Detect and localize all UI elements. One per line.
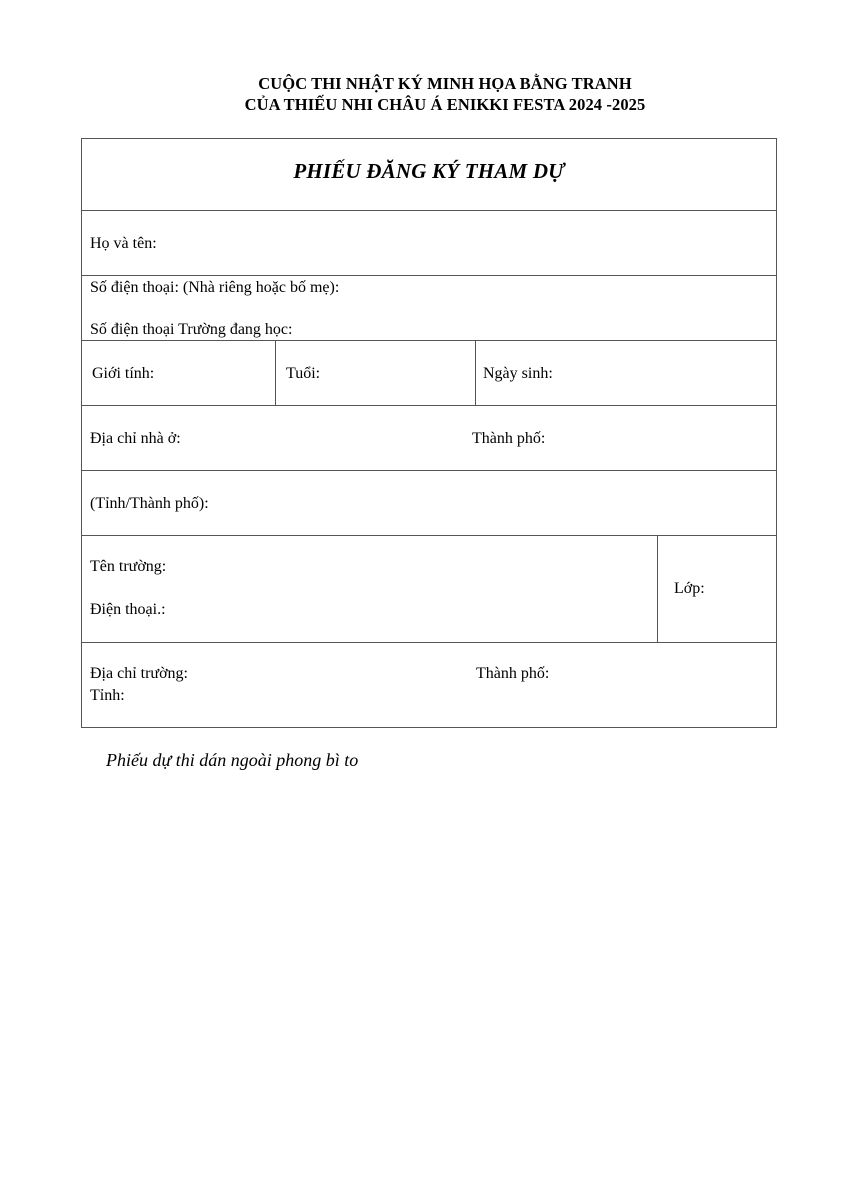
home-address-label: Địa chỉ nhà ở: [90, 430, 181, 447]
dob-label: Ngày sinh: [483, 365, 553, 382]
school-address-row[interactable] [82, 642, 776, 727]
school-city-label: Thành phố: [476, 665, 550, 682]
school-phone-label: Số điện thoại Trường đang học: [90, 321, 293, 338]
home-address-row[interactable] [82, 405, 776, 470]
school-province-label: Tỉnh: [90, 687, 125, 704]
envelope-note: Phiếu dự thi dán ngoài phong bì to [106, 750, 359, 770]
gender-label: Giới tính: [92, 365, 155, 382]
home-phone-label: Số điện thoại: (Nhà riêng hoặc bố mẹ): [90, 279, 340, 296]
class-label: Lớp: [674, 580, 705, 597]
school-tel-label: Điện thoại.: [90, 601, 166, 618]
gender-age-dob-row [82, 340, 776, 405]
school-address-label: Địa chỉ trường: [90, 665, 188, 682]
full-name-label: Họ và tên: [90, 235, 157, 252]
cell-divider [657, 536, 658, 642]
header-line-1: CUỘC THI NHẬT KÝ MINH HỌA BẰNG TRANH [258, 74, 632, 93]
province-label: (Tỉnh/Thành phố): [90, 495, 209, 512]
phone-row[interactable] [82, 275, 776, 340]
school-row [82, 535, 776, 642]
cell-divider [275, 341, 276, 405]
header-line-2: CỦA THIẾU NHI CHÂU Á ENIKKI FESTA 2024 -2025 [244, 95, 646, 114]
home-city-label: Thành phố: [472, 430, 546, 447]
form-title-row [82, 139, 776, 210]
province-row[interactable] [82, 470, 776, 535]
full-name-row[interactable] [82, 210, 776, 275]
form-title: PHIẾU ĐĂNG KÝ THAM DỰ [293, 159, 565, 183]
cell-divider [475, 341, 476, 405]
age-label: Tuổi: [286, 365, 321, 382]
school-name-label: Tên trường: [90, 558, 167, 575]
registration-form-table [81, 138, 777, 728]
document-header [0, 73, 848, 115]
